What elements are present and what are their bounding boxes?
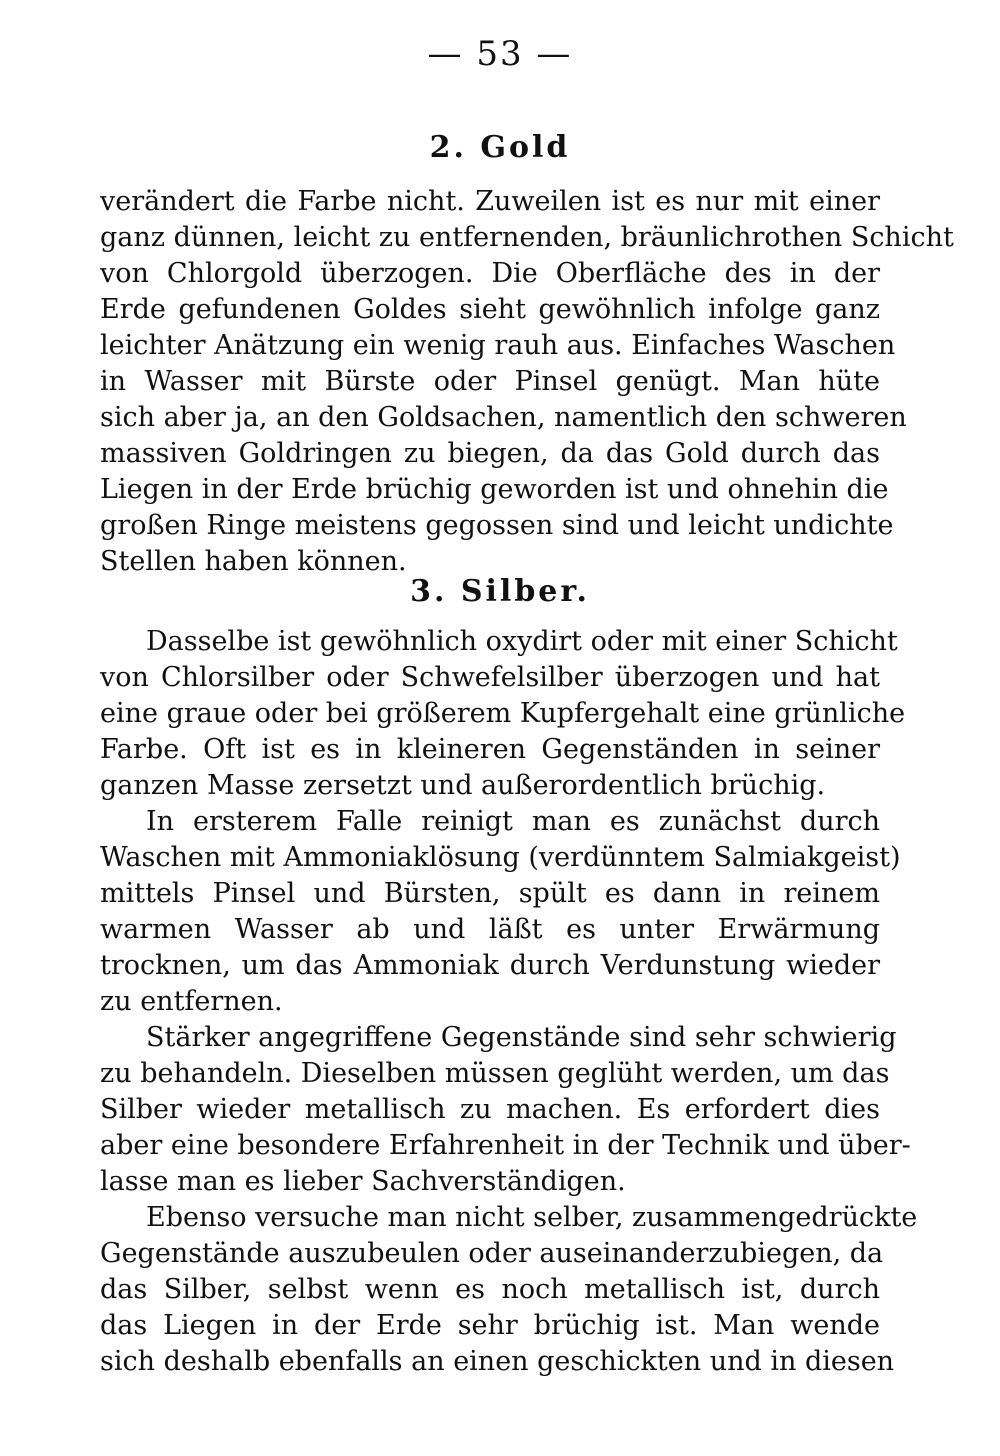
text-line: sich deshalb ebenfalls an einen geschickten und in diesen <box>100 1346 895 1377</box>
text-line: warmen Wasser ab und läßt es unter Erwärmung <box>100 914 880 945</box>
text-line: Stärker angegriffene Gegenstände sind sehr schwierig <box>146 1022 897 1053</box>
text-line: Ebenso versuche man nicht selber, zusammengedrückte <box>146 1202 918 1233</box>
text-line: von Chlorgold überzogen. Die Oberfläche des in der <box>100 258 880 289</box>
text-line: Stellen haben können. <box>100 546 407 577</box>
text-line: eine graue oder bei größerem Kupfergehalt eine grünliche <box>100 698 906 729</box>
text-line: großen Ringe meistens gegossen sind und leicht undichte <box>100 510 894 541</box>
page-number: — 53 — <box>427 34 573 74</box>
text-line: In ersterem Falle reinigt man es zunächst durch <box>146 806 880 837</box>
text-line: Dasselbe ist gewöhnlich oxydirt oder mit einer Schicht <box>146 626 898 657</box>
text-line: Gegenstände auszubeulen oder auseinanderzubiegen, da <box>100 1238 884 1269</box>
text-line: Farbe. Oft ist es in kleineren Gegenständen in seiner <box>100 734 880 765</box>
text-line: das Liegen in der Erde sehr brüchig ist. Man wende <box>100 1310 880 1341</box>
text-line: mittels Pinsel und Bürsten, spült es dann in reinem <box>100 878 880 909</box>
text-line: ganzen Masse zersetzt und außerordentlich brüchig. <box>100 770 826 801</box>
text-line: leichter Anätzung ein wenig rauh aus. Einfaches Waschen <box>100 330 896 361</box>
text-line: Waschen mit Ammoniaklösung (verdünntem Salmiakgeist) <box>100 842 901 873</box>
text-line: das Silber, selbst wenn es noch metallisch ist, durch <box>100 1274 880 1305</box>
paragraph <box>100 184 954 580</box>
section-heading-gold: 2. Gold <box>429 130 571 165</box>
text-line: trocknen, um das Ammoniak durch Verdunstung wieder <box>100 950 880 981</box>
text-line: sich aber ja, an den Goldsachen, namentlich den schweren <box>100 402 907 433</box>
text-line: Silber wieder metallisch zu machen. Es erfordert dies <box>100 1094 880 1125</box>
text-line: Liegen in der Erde brüchig geworden ist und ohnehin die <box>100 474 889 505</box>
text-line: zu behandeln. Dieselben müssen geglüht werden, um das <box>100 1058 890 1089</box>
text-line: verändert die Farbe nicht. Zuweilen ist es nur mit einer <box>100 186 880 217</box>
text-line: massiven Goldringen zu biegen, da das Gold durch das <box>100 438 880 469</box>
text-line: zu entfernen. <box>100 986 283 1017</box>
text-line: lasse man es lieber Sachverständigen. <box>100 1166 626 1197</box>
section-heading-silber: 3. Silber. <box>410 574 590 609</box>
text-line: von Chlorsilber oder Schwefelsilber überzogen und hat <box>100 662 880 693</box>
paragraph <box>100 804 901 1020</box>
section-body-gold <box>100 184 954 580</box>
text-line: Erde gefundenen Goldes sieht gewöhnlich infolge ganz <box>100 294 880 325</box>
paragraph <box>100 1020 911 1200</box>
section-body-silber <box>100 624 918 1380</box>
text-line: in Wasser mit Bürste oder Pinsel genügt. Man hüte <box>100 366 880 397</box>
paragraph <box>100 1200 918 1380</box>
paragraph <box>100 624 906 804</box>
text-line: aber eine besondere Erfahrenheit in der Technik und über- <box>100 1130 911 1161</box>
text-line: ganz dünnen, leicht zu entfernenden, bräunlichrothen Schicht <box>100 222 954 253</box>
